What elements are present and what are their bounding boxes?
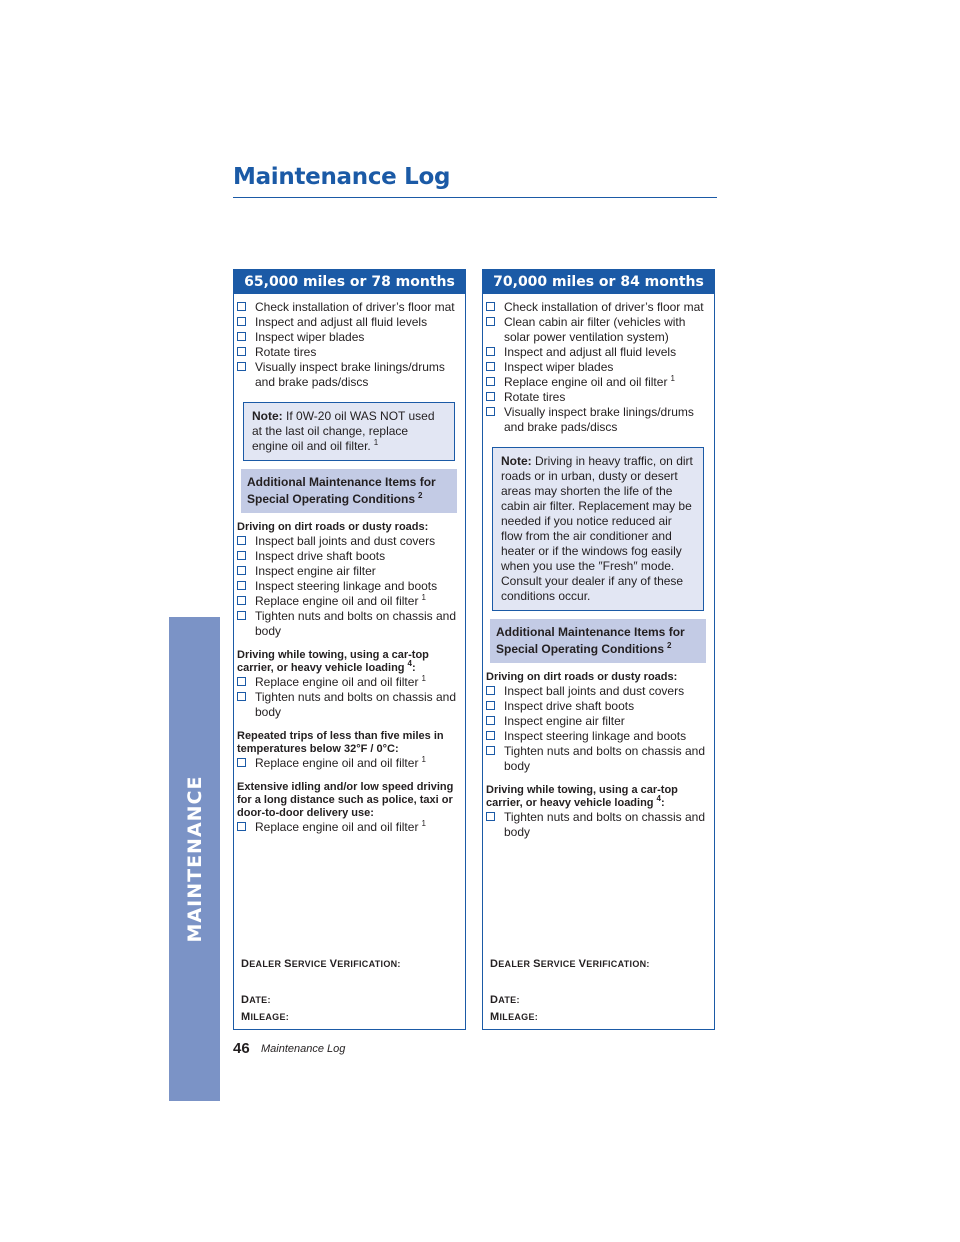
checklist-item	[237, 675, 461, 690]
checklist-item	[237, 609, 461, 639]
checklist-item	[237, 360, 461, 390]
checklist-item-label: Visually inspect brake linings/drums and brake pads/discs	[504, 405, 694, 434]
condition-title	[486, 784, 710, 810]
checklist-item	[486, 300, 710, 315]
checklist-item-label: Replace engine oil and oil filter	[255, 820, 419, 834]
footnote-ref: 1	[421, 819, 426, 828]
condition-title	[237, 649, 461, 675]
note-box	[492, 447, 704, 611]
checkbox-icon[interactable]	[486, 302, 495, 311]
checklist-item	[237, 690, 461, 720]
checkbox-icon[interactable]	[237, 758, 246, 767]
service-panel-70000	[482, 269, 715, 1030]
checklist-item	[486, 684, 710, 699]
checklist-item	[486, 315, 710, 345]
checklist-item	[486, 729, 710, 744]
footnote-ref: 1	[421, 674, 426, 683]
dealer-service-verification-label: DEALER SERVICE VERIFICATION:	[490, 958, 650, 970]
checkbox-icon[interactable]	[486, 746, 495, 755]
checklist	[486, 810, 710, 840]
note-label: Note:	[252, 409, 283, 423]
footnote-ref: 4	[407, 659, 412, 668]
checklist-item-label: Rotate tires	[255, 345, 317, 359]
checklist-item	[486, 390, 710, 405]
checkbox-icon[interactable]	[486, 317, 495, 326]
date-label: DATE:	[241, 994, 271, 1006]
checklist-item	[486, 810, 710, 840]
checkbox-icon[interactable]	[237, 317, 246, 326]
panel-header: 70,000 miles or 84 months	[483, 270, 714, 294]
condition-title-text: Driving while towing, using a car-top carrier, or heavy vehicle loading	[237, 649, 429, 674]
footnote-ref: 1	[421, 593, 426, 602]
checklist-item-label: Inspect steering linkage and boots	[504, 729, 687, 743]
checklist-item	[237, 579, 461, 594]
checklist-item	[237, 300, 461, 315]
checkbox-icon[interactable]	[237, 692, 246, 701]
checklist-item	[486, 405, 710, 435]
date-label: DATE:	[490, 994, 520, 1006]
checklist-item-label: Inspect wiper blades	[504, 360, 614, 374]
dealer-service-verification-label: DEALER SERVICE VERIFICATION:	[241, 958, 401, 970]
checkbox-icon[interactable]	[237, 551, 246, 560]
checklist-item	[237, 549, 461, 564]
note-box	[243, 402, 455, 461]
checkbox-icon[interactable]	[486, 347, 495, 356]
checklist-item	[237, 315, 461, 330]
condition-title-text: Driving while towing, using a car-top carrier, or heavy vehicle loading	[486, 784, 678, 809]
checklist-item	[237, 345, 461, 360]
checkbox-icon[interactable]	[237, 332, 246, 341]
checkbox-icon[interactable]	[237, 611, 246, 620]
checklist-item	[237, 820, 461, 835]
checklist-item-label: Tighten nuts and bolts on chassis and body	[255, 690, 457, 719]
checklist-item-label: Tighten nuts and bolts on chassis and body	[255, 609, 457, 638]
checklist-item	[237, 534, 461, 549]
checklist-item-label: Inspect ball joints and dust covers	[504, 684, 685, 698]
checklist-item-label: Visually inspect brake linings/drums and brake pads/discs	[255, 360, 445, 389]
checklist-item	[486, 714, 710, 729]
checkbox-icon[interactable]	[486, 716, 495, 725]
checklist-item	[237, 594, 461, 609]
side-tab-label: MAINTENANCE	[183, 775, 206, 943]
checklist-item	[237, 756, 461, 771]
checkbox-icon[interactable]	[237, 536, 246, 545]
mileage-label: MILEAGE:	[490, 1011, 539, 1023]
checklist	[237, 534, 461, 639]
note-text: If 0W-20 oil WAS NOT used at the last oil change, replace engine oil and oil filter.	[252, 409, 435, 453]
condition-title: Repeated trips of less than five miles in temperatures below 32°F / 0°C:	[237, 730, 444, 755]
checklist-item-label: Inspect and adjust all fluid levels	[255, 315, 428, 329]
special-conditions-title: Additional Maintenance Items for Special Operating Conditions	[247, 475, 436, 506]
condition-title-end: :	[411, 662, 416, 674]
checklist-item-label: Inspect ball joints and dust covers	[255, 534, 436, 548]
checklist-item-label: Replace engine oil and oil filter	[255, 756, 419, 770]
checkbox-icon[interactable]	[237, 362, 246, 371]
checklist	[486, 684, 710, 774]
checkbox-icon[interactable]	[486, 812, 495, 821]
service-panel-65000	[233, 269, 466, 1030]
checklist-item-label: Check installation of driver’s floor mat	[255, 300, 455, 314]
checklist-item-label: Inspect drive shaft boots	[504, 699, 635, 713]
special-conditions-title: Additional Maintenance Items for Special Operating Conditions	[496, 625, 685, 656]
checklist	[237, 675, 461, 720]
condition-title: Driving on dirt roads or dusty roads:	[237, 521, 429, 533]
checkbox-icon[interactable]	[486, 407, 495, 416]
checklist-item-label: Inspect steering linkage and boots	[255, 579, 438, 593]
checkbox-icon[interactable]	[237, 302, 246, 311]
condition-title: Driving on dirt roads or dusty roads:	[486, 671, 678, 683]
checkbox-icon[interactable]	[237, 677, 246, 686]
title-divider	[233, 197, 717, 198]
checkbox-icon[interactable]	[237, 566, 246, 575]
footnote-ref: 1	[421, 755, 426, 764]
condition-title-end: :	[660, 797, 665, 809]
checkbox-icon[interactable]	[237, 596, 246, 605]
checklist-item-label: Replace engine oil and oil filter	[504, 375, 668, 389]
checklist-item-label: Clean cabin air filter (vehicles with solar power ventilation system)	[504, 315, 686, 344]
note-text: Driving in heavy traffic, on dirt roads or in urban, dusty or desert areas may shorten the life of the cabin air filter. Replacement may be needed if you notice reduced air flow from the air conditioner and heater or if the windows fog easily when you use the ″Fresh″ mode. Consult your dealer if any of these conditions occur.	[501, 454, 693, 603]
checklist-item-label: Inspect engine air filter	[504, 714, 625, 728]
footnote-ref: 1	[670, 374, 675, 383]
checklist-item	[486, 345, 710, 360]
checklist-item	[237, 564, 461, 579]
checkbox-icon[interactable]	[486, 377, 495, 386]
checklist-item-label: Inspect drive shaft boots	[255, 549, 386, 563]
checklist-item-label: Replace engine oil and oil filter	[255, 675, 419, 689]
checklist	[237, 756, 461, 771]
note-label: Note:	[501, 454, 532, 468]
checklist	[237, 300, 461, 390]
checkbox-icon[interactable]	[486, 362, 495, 371]
checklist-item-label: Replace engine oil and oil filter	[255, 594, 419, 608]
mileage-label: MILEAGE:	[241, 1011, 290, 1023]
checklist-item-label: Rotate tires	[504, 390, 566, 404]
page-title: Maintenance Log	[233, 164, 451, 190]
checklist-item-label: Tighten nuts and bolts on chassis and body	[504, 810, 706, 839]
checkbox-icon[interactable]	[486, 731, 495, 740]
checkbox-icon[interactable]	[237, 822, 246, 831]
checklist-item	[486, 699, 710, 714]
special-conditions-heading	[241, 469, 457, 513]
footnote-ref: 2	[418, 491, 423, 500]
checklist	[237, 820, 461, 835]
condition-title: Extensive idling and/or low speed driving for a long distance such as police, taxi or door-to-door delivery use:	[237, 781, 454, 819]
page-number: 46	[233, 1040, 250, 1057]
footnote-ref: 4	[656, 794, 661, 803]
checkbox-icon[interactable]	[486, 686, 495, 695]
checklist-item-label: Inspect engine air filter	[255, 564, 376, 578]
checklist-item-label: Check installation of driver’s floor mat	[504, 300, 704, 314]
footer-label: Maintenance Log	[261, 1043, 346, 1055]
checkbox-icon[interactable]	[486, 392, 495, 401]
checklist-item	[486, 360, 710, 375]
checklist-item-label: Tighten nuts and bolts on chassis and body	[504, 744, 706, 773]
footnote-ref: 1	[373, 438, 379, 447]
checklist-item	[237, 330, 461, 345]
footnote-ref: 2	[667, 641, 672, 650]
checkbox-icon[interactable]	[486, 701, 495, 710]
checkbox-icon[interactable]	[237, 347, 246, 356]
checklist-item-label: Inspect wiper blades	[255, 330, 365, 344]
checklist-item	[486, 375, 710, 390]
checkbox-icon[interactable]	[237, 581, 246, 590]
checklist-item	[486, 744, 710, 774]
section-side-tab	[169, 617, 220, 1101]
checklist	[486, 300, 710, 435]
special-conditions-heading	[490, 619, 706, 663]
panel-header: 65,000 miles or 78 months	[234, 270, 465, 294]
checklist-item-label: Inspect and adjust all fluid levels	[504, 345, 677, 359]
